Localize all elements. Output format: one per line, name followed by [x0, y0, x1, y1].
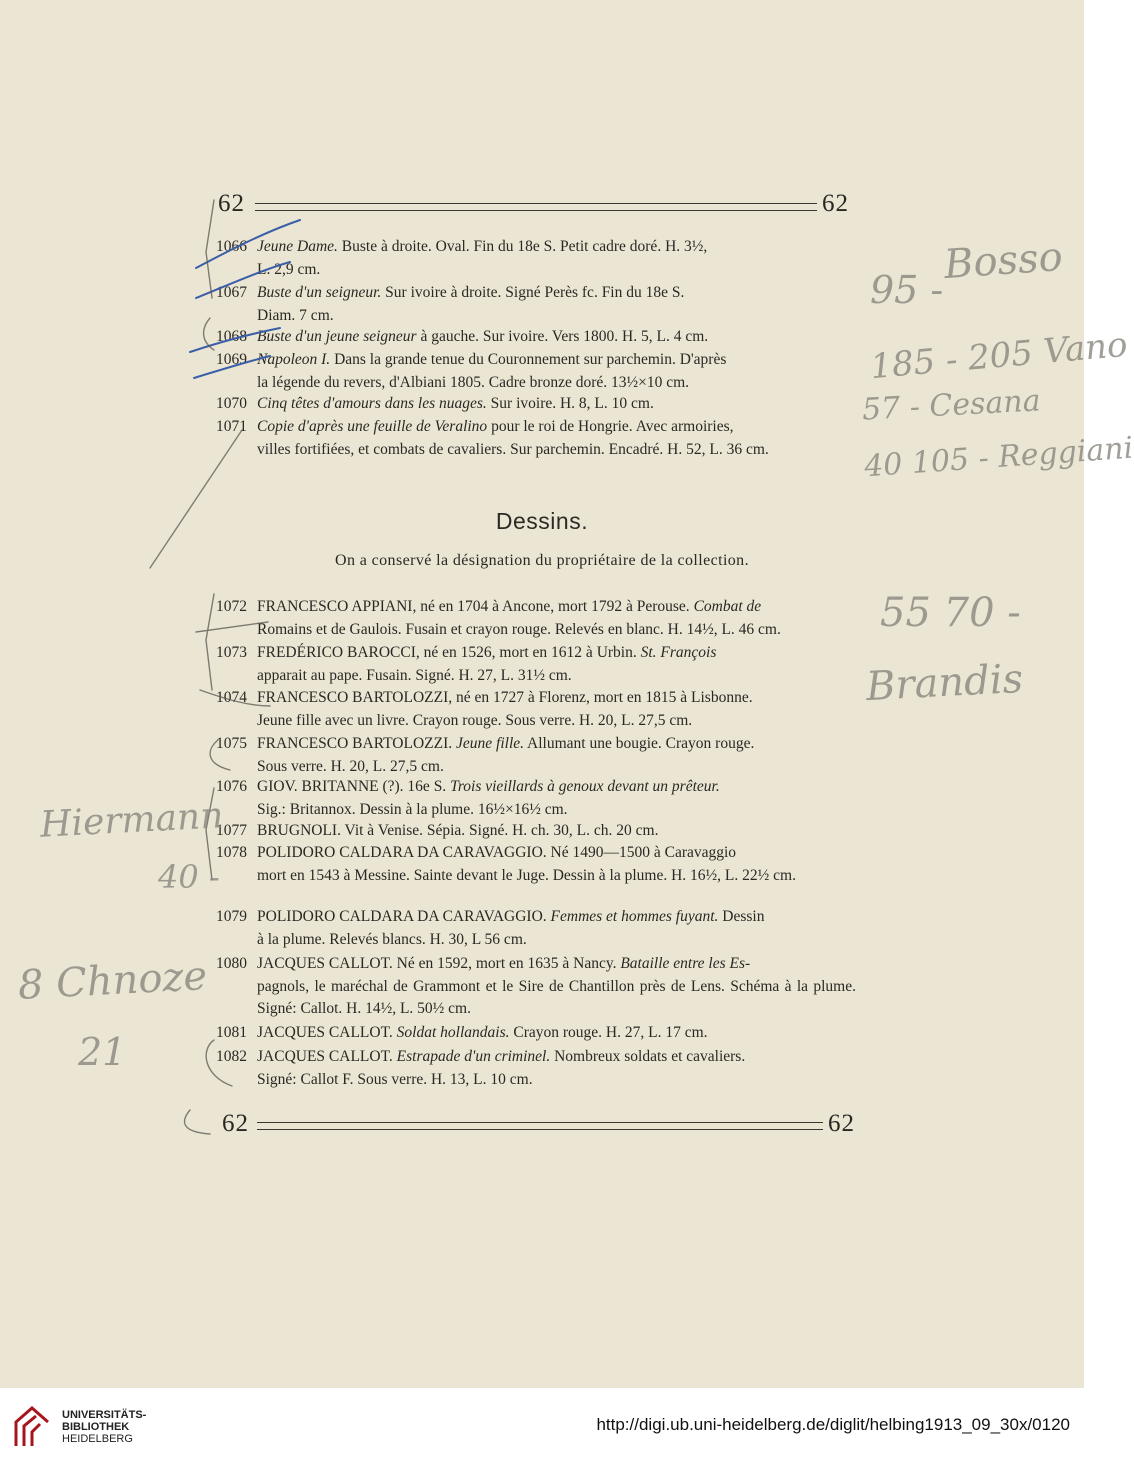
entry-number: 1077 — [216, 822, 247, 839]
entry-continuation: Diam. 7 cm. — [257, 306, 334, 324]
library-logo-icon — [12, 1404, 52, 1450]
entry-number: 1072 — [216, 598, 247, 615]
entry-text: Allumant une bougie. Crayon rouge. — [524, 735, 755, 752]
entry-continuation: mort en 1543 à Messine. Sainte devant le Juge. Dessin à la plume. H. 16½, L. 22½ cm. — [257, 866, 796, 884]
entry-text: Napoleon I. — [257, 351, 331, 368]
pencil-cross-1 — [196, 622, 268, 632]
page-number-bottom-left: 62 — [222, 1110, 249, 1137]
entry-continuation: apparait au pape. Fusain. Signé. H. 27, L. 31½ cm. — [257, 666, 572, 684]
pencil-bracket-6 — [206, 1040, 232, 1086]
entry-text: BRUGNOLI. Vit à Venise. Sépia. Signé. H. ch. 30, L. ch. 20 cm. — [257, 822, 659, 839]
entry-number: 1068 — [216, 328, 247, 345]
entry-text: Sur ivoire à droite. Signé Perès fc. Fin du 18e S. — [381, 284, 685, 301]
entry-continuation: la légende du revers, d'Albiani 1805. Cadre bronze doré. 13½×10 cm. — [257, 373, 690, 391]
source-url-link[interactable]: http://digi.ub.uni-heidelberg.de/diglit/helbing1913_09_30x/0120 — [596, 1415, 1070, 1434]
pencil-bracket-1 — [206, 200, 214, 298]
handwriting-4: 57 - Cesana — [861, 383, 1042, 428]
pencil-bracket-4 — [210, 740, 230, 770]
entry-text: pour le roi de Hongrie. Avec armoiries, — [487, 418, 734, 435]
entry-text: Crayon rouge. H. 27, L. 17 cm. — [509, 1024, 708, 1041]
entry-continuation: Signé: Callot F. Sous verre. H. 13, L. 10 cm. — [257, 1070, 533, 1088]
entry-text: Soldat hollandais. — [396, 1024, 510, 1041]
entry-continuation: à la plume. Relevés blancs. H. 30, L 56 cm. — [257, 930, 527, 948]
entry-text: Copie d'après une feuille de Veralino — [257, 418, 488, 435]
entry-text: FRANCESCO APPIANI, né en 1704 à Ancone, mort 1792 à Perouse. — [257, 598, 694, 615]
entry-text: Jeune fille. — [456, 735, 525, 752]
entry-text: Buste d'un jeune seigneur — [257, 328, 417, 345]
entry-text: Combat de — [693, 598, 762, 615]
entry-continuation: pagnols, le maréchal de Grammont et le Sire de Chantillon près de Lens. Schéma à la plume. Signé: Callot. H. 14½, L. 50½ cm. — [257, 977, 856, 1017]
page-number-bottom-right: 62 — [828, 1110, 855, 1137]
handwriting-10: 8 Chnoze — [16, 953, 209, 1009]
entry-text: Nombreux soldats et cavaliers. — [550, 1048, 746, 1065]
entry-text: Dessin — [718, 908, 765, 925]
entry-number: 1082 — [216, 1048, 247, 1065]
entry-text: POLIDORO CALDARA DA CARAVAGGIO. Né 1490—1500 à Caravaggio — [257, 844, 737, 861]
entry-continuation: Sous verre. H. 20, L. 27,5 cm. — [257, 757, 444, 775]
entry-text: FRANCESCO BARTOLOZZI, né en 1727 à Florenz, mort en 1815 à Lisbonne. — [257, 689, 753, 706]
entry-text: Trois vieillards à genoux devant un prêteur. — [450, 778, 720, 795]
entry-number: 1075 — [216, 735, 247, 752]
entry-text: Femmes et hommes fuyant. — [550, 908, 719, 925]
entry-text: FREDÉRICO BAROCCI, né en 1526, mort en 1612 à Urbin. — [257, 644, 641, 661]
entry-number: 1076 — [216, 778, 247, 795]
handwriting-6: 55 70 - — [880, 590, 1021, 636]
entry-continuation: Sig.: Britannox. Dessin à la plume. 16½×16½ cm. — [257, 800, 568, 818]
entry-number: 1074 — [216, 689, 247, 706]
handwriting-1: Bosso — [942, 233, 1065, 289]
entry-number: 1071 — [216, 418, 247, 435]
entry-number: 1067 — [216, 284, 247, 301]
footer-bar — [0, 1388, 1084, 1466]
section-heading: Dessins. — [495, 508, 589, 534]
entry-text: Dans la grande tenue du Couronnement sur parchemin. D'après — [330, 351, 727, 368]
entry-number: 1081 — [216, 1024, 247, 1041]
page-number-top-right: 62 — [822, 190, 849, 217]
entry-number: 1078 — [216, 844, 247, 861]
entry-text: FRANCESCO BARTOLOZZI. — [257, 735, 457, 752]
entry-text: JACQUES CALLOT. Né en 1592, mort en 1635 à Nancy. — [257, 955, 621, 972]
entry-continuation: villes fortifiées, et combats de cavaliers. Sur parchemin. Encadré. H. 52, L. 36 cm. — [257, 440, 769, 458]
handwriting-5: 40 105 - Reggiani — [863, 430, 1134, 485]
pencil-bracket-3 — [206, 594, 214, 690]
entry-text: JACQUES CALLOT. — [257, 1024, 397, 1041]
entry-text: St. François — [640, 644, 717, 661]
entry-text: à gauche. Sur ivoire. Vers 1800. H. 5, L. 4 cm. — [416, 328, 709, 345]
handwriting-11: 21 — [78, 1030, 127, 1074]
entry-text: Bataille entre les Es- — [620, 955, 751, 972]
entry-number: 1070 — [216, 395, 247, 412]
handwriting-9: 40 - — [158, 858, 220, 896]
handwriting-8: Hiermann — [39, 795, 225, 846]
pencil-mark-bottom — [185, 1110, 210, 1134]
entry-text: GIOV. BRITANNE (?). 16e S. — [257, 778, 451, 795]
entry-continuation: Romains et de Gaulois. Fusain et crayon rouge. Relevés en blanc. H. 14½, L. 46 cm. — [257, 620, 781, 638]
entry-text: Buste d'un seigneur. — [257, 284, 382, 301]
blue-strike-1 — [196, 220, 300, 268]
pencil-diagonal — [150, 430, 242, 568]
entry-continuation: Jeune fille avec un livre. Crayon rouge. Sous verre. H. 20, L. 27,5 cm. — [257, 711, 693, 729]
section-subtitle: On a conservé la désignation du propriétaire de la collection. — [335, 552, 749, 569]
entry-text: JACQUES CALLOT. — [257, 1048, 397, 1065]
blue-strike-4 — [194, 356, 270, 378]
handwriting-7: Brandis — [864, 655, 1025, 711]
entry-number: 1073 — [216, 644, 247, 661]
entry-text: Sur ivoire. H. 8, L. 10 cm. — [486, 395, 654, 412]
entry-number: 1079 — [216, 908, 247, 925]
entry-text: Jeune Dame. — [257, 238, 338, 255]
handwriting-3: 185 - 205 Vano — [868, 324, 1130, 388]
handwriting-2: 95 - — [870, 268, 944, 312]
entry-continuation: L. 2,9 cm. — [257, 260, 321, 278]
entry-text: POLIDORO CALDARA DA CARAVAGGIO. — [257, 908, 551, 925]
page-number-top-left: 62 — [218, 190, 245, 217]
entry-text: Estrapade d'un criminel. — [396, 1048, 551, 1065]
entry-text: Buste à droite. Oval. Fin du 18e S. Petit cadre doré. H. 3½, — [337, 238, 708, 255]
entry-number: 1066 — [216, 238, 247, 255]
pencil-cross-2 — [200, 690, 270, 706]
entry-text: Cinq têtes d'amours dans les nuages. — [257, 395, 487, 412]
entry-number: 1080 — [216, 955, 247, 972]
entry-number: 1069 — [216, 351, 247, 368]
library-name: UNIVERSITÄTS- BIBLIOTHEK HEIDELBERG — [62, 1409, 147, 1445]
